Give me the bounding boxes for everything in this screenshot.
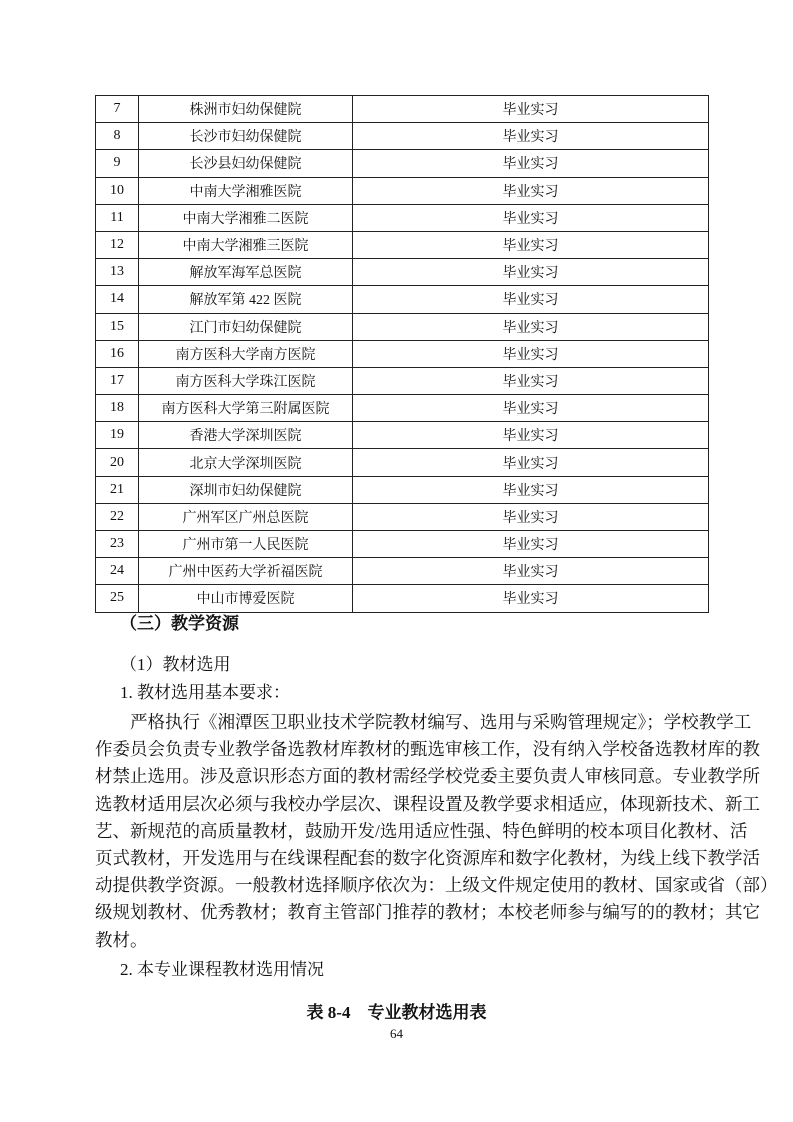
row-number-cell: 20 <box>96 449 139 476</box>
table-row <box>96 177 709 204</box>
row-number-cell: 11 <box>96 204 139 231</box>
practice-type-cell: 毕业实习 <box>353 585 709 612</box>
row-number-cell: 25 <box>96 585 139 612</box>
row-number-cell: 7 <box>96 96 139 123</box>
row-number-cell: 13 <box>96 259 139 286</box>
table-row <box>96 395 709 422</box>
row-number-cell: 8 <box>96 123 139 150</box>
paragraph-line: 教材。 <box>95 929 148 950</box>
row-number-cell: 23 <box>96 531 139 558</box>
paragraph-line: 页式教材，开发选用与在线课程配套的数字化资源库和数字化教材，为线上线下教学活 <box>95 847 760 868</box>
hospital-name-cell: 香港大学深圳医院 <box>139 422 353 449</box>
practice-type-cell: 毕业实习 <box>353 150 709 177</box>
hospital-name-cell: 中南大学湘雅医院 <box>139 177 353 204</box>
practice-type-cell: 毕业实习 <box>353 422 709 449</box>
hospital-name-cell: 中南大学湘雅二医院 <box>139 204 353 231</box>
section-heading: （三）教学资源 <box>120 614 239 633</box>
hospital-name-cell: 长沙市妇幼保健院 <box>139 123 353 150</box>
table-row <box>96 585 709 612</box>
practice-type-cell: 毕业实习 <box>353 259 709 286</box>
paragraph-line: 选教材适用层次必须与我校办学层次、课程设置及教学要求相适应，体现新技术、新工 <box>95 793 760 814</box>
hospital-name-cell: 长沙县妇幼保健院 <box>139 150 353 177</box>
table-row <box>96 422 709 449</box>
paragraph-line: 作委员会负责专业教学备选教材库教材的甄选审核工作，没有纳入学校备选教材库的教 <box>95 739 760 760</box>
table-row <box>96 340 709 367</box>
row-number-cell: 9 <box>96 150 139 177</box>
hospital-name-cell: 南方医科大学珠江医院 <box>139 367 353 394</box>
paragraph-line: 艺、新规范的高质量教材，鼓励开发/选用适应性强、特色鲜明的校本项目化教材、活 <box>95 820 748 841</box>
item-1-heading: 1. 教材选用基本要求： <box>120 683 290 702</box>
practice-type-cell: 毕业实习 <box>353 204 709 231</box>
hospital-name-cell: 解放军海军总医院 <box>139 259 353 286</box>
hospital-name-cell: 株洲市妇幼保健院 <box>139 96 353 123</box>
practice-type-cell: 毕业实习 <box>353 286 709 313</box>
row-number-cell: 15 <box>96 313 139 340</box>
page-number: 64 <box>390 1026 403 1041</box>
practice-type-cell: 毕业实习 <box>353 96 709 123</box>
row-number-cell: 10 <box>96 177 139 204</box>
row-number-cell: 16 <box>96 340 139 367</box>
row-number-cell: 22 <box>96 503 139 530</box>
table-row <box>96 503 709 530</box>
table-row <box>96 367 709 394</box>
practice-type-cell: 毕业实习 <box>353 367 709 394</box>
table-row <box>96 150 709 177</box>
row-number-cell: 12 <box>96 231 139 258</box>
table-row <box>96 476 709 503</box>
table-row <box>96 558 709 585</box>
practice-type-cell: 毕业实习 <box>353 476 709 503</box>
table-row <box>96 96 709 123</box>
hospital-name-cell: 江门市妇幼保健院 <box>139 313 353 340</box>
hospital-name-cell: 北京大学深圳医院 <box>139 449 353 476</box>
practice-type-cell: 毕业实习 <box>353 449 709 476</box>
subsection-heading: （1）教材选用 <box>120 655 231 674</box>
practice-base-table <box>95 95 709 613</box>
item-2-heading: 2. 本专业课程教材选用情况 <box>120 960 324 979</box>
practice-type-cell: 毕业实习 <box>353 531 709 558</box>
hospital-name-cell: 中山市博爱医院 <box>139 585 353 612</box>
practice-type-cell: 毕业实习 <box>353 558 709 585</box>
practice-type-cell: 毕业实习 <box>353 177 709 204</box>
table-row <box>96 231 709 258</box>
hospital-name-cell: 南方医科大学第三附属医院 <box>139 395 353 422</box>
textbook-requirements-paragraph <box>95 709 778 954</box>
row-number-cell: 18 <box>96 395 139 422</box>
hospital-name-cell: 解放军第 422 医院 <box>139 286 353 313</box>
hospital-name-cell: 广州中医药大学祈福医院 <box>139 558 353 585</box>
table-row <box>96 313 709 340</box>
table-caption: 表 8-4 专业教材选用表 <box>306 1003 487 1022</box>
hospital-name-cell: 南方医科大学南方医院 <box>139 340 353 367</box>
table-row <box>96 259 709 286</box>
paragraph-line: 动提供教学资源。一般教材选择顺序依次为：上级文件规定使用的教材、国家或省（部） <box>95 875 778 896</box>
paragraph-line: 级规划教材、优秀教材；教育主管部门推荐的教材；本校老师参与编写的的教材；其它 <box>95 902 760 923</box>
practice-type-cell: 毕业实习 <box>353 503 709 530</box>
table-row <box>96 204 709 231</box>
table-row <box>96 449 709 476</box>
paragraph-line: 严格执行《湘潭医卫职业技术学院教材编写、选用与采购管理规定》；学校教学工 <box>130 712 752 732</box>
row-number-cell: 24 <box>96 558 139 585</box>
practice-type-cell: 毕业实习 <box>353 123 709 150</box>
practice-type-cell: 毕业实习 <box>353 340 709 367</box>
table-row <box>96 123 709 150</box>
row-number-cell: 19 <box>96 422 139 449</box>
hospital-name-cell: 深圳市妇幼保健院 <box>139 476 353 503</box>
row-number-cell: 17 <box>96 367 139 394</box>
hospital-name-cell: 广州军区广州总医院 <box>139 503 353 530</box>
table-row <box>96 286 709 313</box>
paragraph-line: 材禁止选用。涉及意识形态方面的教材需经学校党委主要负责人审核同意。专业教学所 <box>95 766 760 787</box>
row-number-cell: 21 <box>96 476 139 503</box>
hospital-name-cell: 中南大学湘雅三医院 <box>139 231 353 258</box>
table-row <box>96 531 709 558</box>
hospital-name-cell: 广州市第一人民医院 <box>139 531 353 558</box>
practice-type-cell: 毕业实习 <box>353 395 709 422</box>
practice-type-cell: 毕业实习 <box>353 231 709 258</box>
practice-type-cell: 毕业实习 <box>353 313 709 340</box>
row-number-cell: 14 <box>96 286 139 313</box>
